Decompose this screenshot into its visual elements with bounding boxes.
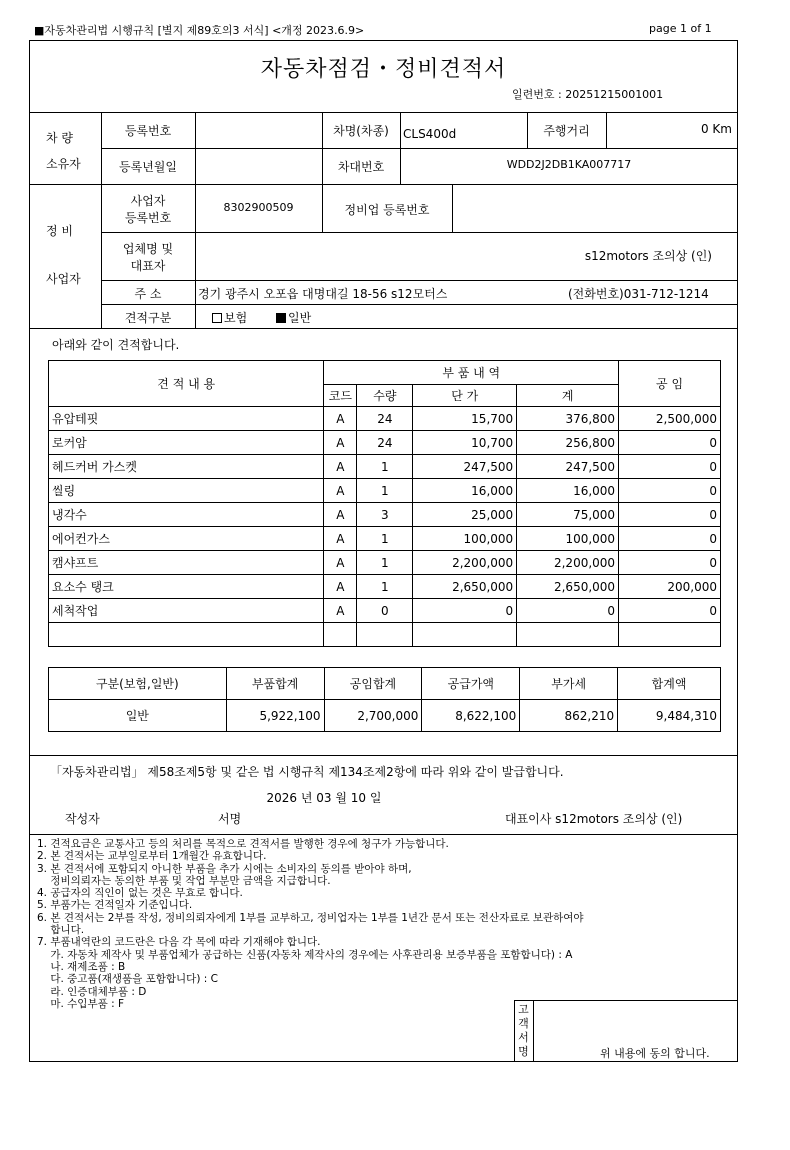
customer-label-char: 서	[518, 1031, 529, 1044]
summary-value: 9,484,310	[618, 700, 721, 732]
customer-signature-label	[514, 1003, 533, 1059]
col-desc-header: 견 적 내 용	[49, 361, 324, 407]
address-label: 주 소	[134, 287, 162, 301]
cell-labor: 0	[619, 599, 721, 623]
note-line: 5. 부품가는 견적일자 기준입니다.	[37, 899, 193, 912]
cell-unit: 10,700	[413, 431, 517, 455]
serial-number: 일련번호 : 20251215001001	[512, 88, 664, 101]
cell-desc: 냉각수	[49, 503, 324, 527]
notes-list	[37, 838, 584, 1010]
summary-header: 부가세	[520, 668, 618, 700]
note-line: 가. 자동차 제작사 및 부품업체가 공급하는 신품(자동차 제작사의 경우에는 사후관리용 보증부품을 포함합니다) : A	[37, 948, 573, 961]
cell-total: 2,200,000	[517, 551, 619, 575]
cell-desc: 헤드커버 가스켓	[49, 455, 324, 479]
table-row	[49, 407, 721, 431]
customer-consent: 위 내용에 동의 합니다.	[600, 1047, 710, 1060]
cell-labor: 0	[619, 551, 721, 575]
cell-code	[324, 623, 357, 647]
general-checkbox[interactable]	[276, 313, 286, 323]
cell-unit: 2,200,000	[413, 551, 517, 575]
cell-qty: 3	[357, 503, 413, 527]
cell-total: 0	[517, 599, 619, 623]
summary-value: 862,210	[520, 700, 618, 732]
note-line: 3. 본 견적서에 포함되지 아니한 부품을 추가 시에는 소비자의 동의를 받아야 하며,	[37, 862, 412, 875]
table-row	[49, 431, 721, 455]
writer-label: 작성자	[65, 812, 100, 826]
cell-total: 247,500	[517, 455, 619, 479]
summary-value: 2,700,000	[324, 700, 422, 732]
table-row	[49, 575, 721, 599]
cell-unit: 247,500	[413, 455, 517, 479]
customer-label-char: 객	[518, 1017, 529, 1030]
vin-value: WDD2J2DB1KA007717	[506, 158, 632, 171]
note-line: 라. 인증대체부품 : D	[37, 985, 147, 998]
general-option-label: 일반	[288, 311, 312, 325]
owner-section-label-2: 소유자	[46, 157, 81, 171]
cell-qty: 1	[357, 551, 413, 575]
table-row	[49, 599, 721, 623]
cell-labor	[619, 623, 721, 647]
cell-qty: 1	[357, 455, 413, 479]
cell-total: 16,000	[517, 479, 619, 503]
mileage-value: 0 Km	[700, 122, 732, 136]
cell-labor: 2,500,000	[619, 407, 721, 431]
col-qty-header: 수량	[357, 385, 413, 407]
summary-value: 일반	[49, 700, 227, 732]
regulation-header: ■자동차관리법 시행규칙 [별지 제89호의3 서식] <개정 2023.6.9>	[34, 24, 365, 37]
page-indicator: page 1 of 1	[649, 22, 712, 35]
table-row	[49, 623, 721, 647]
cell-qty: 24	[357, 407, 413, 431]
customer-label-char: 명	[518, 1045, 529, 1058]
cell-qty: 1	[357, 479, 413, 503]
note-line: 다. 중고품(재생품을 포함합니다) : C	[37, 973, 218, 986]
reg-date-label: 등록년월일	[119, 160, 177, 174]
note-line: 4. 공급자의 직인이 없는 것은 무효로 합니다.	[37, 887, 243, 900]
cell-unit: 100,000	[413, 527, 517, 551]
repair-reg-label: 정비업 등록번호	[344, 203, 430, 217]
col-labor-header: 공 임	[619, 361, 721, 407]
cell-total: 376,800	[517, 407, 619, 431]
cell-labor: 0	[619, 479, 721, 503]
table-row	[49, 455, 721, 479]
summary-header: 공급가액	[422, 668, 520, 700]
cell-unit: 2,650,000	[413, 575, 517, 599]
cell-labor: 200,000	[619, 575, 721, 599]
note-line: 6. 본 견적서는 2부를 작성, 정비의뢰자에게 1부를 교부하고, 정비업자는 1부를 1년간 문서 또는 전산자료로 보관하여야	[37, 911, 584, 924]
owner-section-label: 차 량	[46, 131, 73, 145]
biz-no-label: 사업자	[130, 194, 166, 208]
note-line: 나. 재제조품 : B	[37, 960, 126, 973]
col-total-header: 계	[517, 385, 619, 407]
cell-qty: 1	[357, 575, 413, 599]
car-name-value: CLS400d	[403, 127, 457, 141]
cell-qty	[357, 623, 413, 647]
cell-labor: 0	[619, 455, 721, 479]
col-unit-header: 단 가	[413, 385, 517, 407]
mileage-label: 주행거리	[543, 124, 590, 138]
cell-code: A	[324, 599, 357, 623]
company-label: 업체명 및	[122, 242, 174, 256]
address-value: 경기 광주시 오포읍 대명대길 18-56 s12모터스	[198, 287, 448, 301]
company-value: s12motors 조의상 (인)	[584, 249, 712, 263]
reg-no-label: 등록번호	[124, 124, 172, 138]
summary-value: 8,622,100	[422, 700, 520, 732]
cell-desc	[49, 623, 324, 647]
company-label-2: 대표자	[130, 259, 166, 273]
cell-code: A	[324, 551, 357, 575]
table-row	[49, 503, 721, 527]
summary-header: 합계액	[618, 668, 721, 700]
note-line: 정비의뢰자는 동의한 부품 및 작업 부분만 금액을 지급합니다.	[37, 874, 331, 887]
note-line: 마. 수입부품 : F	[37, 997, 124, 1010]
items-table	[48, 360, 721, 647]
summary-table	[48, 667, 721, 732]
cell-code: A	[324, 431, 357, 455]
phone-value: (전화번호)031-712-1214	[568, 287, 709, 301]
cell-labor: 0	[619, 503, 721, 527]
table-row	[49, 551, 721, 575]
note-line: 7. 부품내역란의 코드란은 다음 각 목에 따라 기재해야 합니다.	[37, 936, 321, 949]
summary-header: 공임합계	[324, 668, 422, 700]
business-section-label-2: 사업자	[46, 272, 81, 286]
cell-desc: 에어컨가스	[49, 527, 324, 551]
cell-total	[517, 623, 619, 647]
biz-no-value: 8302900509	[223, 201, 294, 214]
insurance-checkbox[interactable]	[212, 313, 222, 323]
signature-label: 서명	[218, 812, 242, 826]
cell-unit	[413, 623, 517, 647]
cell-desc: 세척작업	[49, 599, 324, 623]
cell-desc: 유압테핏	[49, 407, 324, 431]
cell-unit: 25,000	[413, 503, 517, 527]
summary-header: 구분(보험,일반)	[49, 668, 227, 700]
general-option[interactable]	[276, 309, 311, 326]
cell-total: 75,000	[517, 503, 619, 527]
cell-code: A	[324, 479, 357, 503]
document-title: 자동차점검・정비견적서	[260, 57, 507, 82]
cell-qty: 0	[357, 599, 413, 623]
cell-code: A	[324, 503, 357, 527]
issuance-statement: 「자동차관리법」 제58조제5항 및 같은 법 시행규칙 제134조제2항에 따라 위와 같이 발급합니다.	[50, 765, 564, 779]
vin-label: 차대번호	[337, 160, 385, 174]
biz-no-label-2: 등록번호	[124, 211, 172, 225]
cell-qty: 24	[357, 431, 413, 455]
insurance-option[interactable]	[212, 309, 247, 326]
cell-code: A	[324, 527, 357, 551]
cell-desc: 캠샤프트	[49, 551, 324, 575]
representative-signature: 대표이사 s12motors 조의상 (인)	[505, 812, 683, 826]
summary-value: 5,922,100	[226, 700, 324, 732]
customer-label-char: 고	[518, 1003, 529, 1016]
car-name-label: 차명(차종)	[333, 124, 389, 138]
table-row	[49, 479, 721, 503]
cell-total: 2,650,000	[517, 575, 619, 599]
cell-total: 100,000	[517, 527, 619, 551]
intro-text: 아래와 같이 견적합니다.	[52, 338, 180, 352]
cell-code: A	[324, 455, 357, 479]
cell-code: A	[324, 407, 357, 431]
cell-desc: 로커암	[49, 431, 324, 455]
cell-desc: 요소수 탱크	[49, 575, 324, 599]
note-line: 합니다.	[37, 924, 85, 937]
table-row	[49, 527, 721, 551]
cell-unit: 0	[413, 599, 517, 623]
cell-qty: 1	[357, 527, 413, 551]
col-parts-header: 부 품 내 역	[324, 361, 619, 385]
cell-labor: 0	[619, 431, 721, 455]
cell-total: 256,800	[517, 431, 619, 455]
estimate-type-label: 견적구분	[124, 311, 172, 325]
cell-labor: 0	[619, 527, 721, 551]
summary-header: 부품합계	[226, 668, 324, 700]
insurance-option-label: 보험	[224, 311, 248, 325]
note-line: 2. 본 견적서는 교부일로부터 1개월간 유효합니다.	[37, 850, 267, 863]
cell-desc: 씰링	[49, 479, 324, 503]
issue-date: 2026 년 03 월 10 일	[266, 791, 382, 805]
business-section-label: 정 비	[46, 224, 73, 238]
note-line: 1. 견적요금은 교통사고 등의 처리를 목적으로 견적서를 발행한 경우에 청구가 가능합니다.	[37, 838, 449, 850]
cell-unit: 16,000	[413, 479, 517, 503]
cell-code: A	[324, 575, 357, 599]
cell-unit: 15,700	[413, 407, 517, 431]
col-code-header: 코드	[324, 385, 357, 407]
